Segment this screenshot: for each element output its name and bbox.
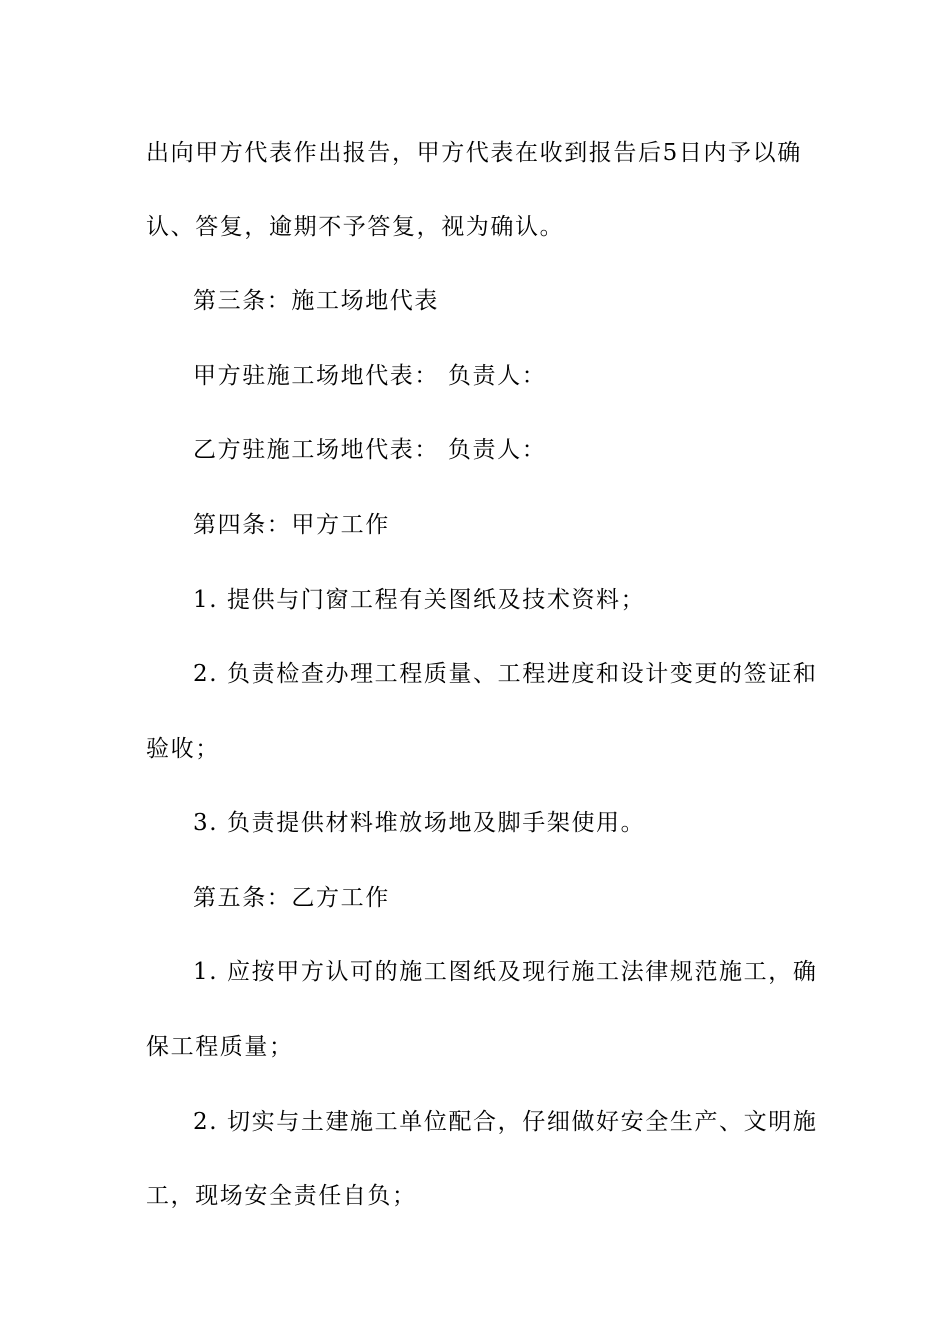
article-5-item-1: 1. 应按甲方认可的施工图纸及现行施工法律规范施工，确: [193, 959, 818, 985]
text-line-1: 出向甲方代表作出报告，甲方代表在收到报告后5日内予以确: [146, 140, 802, 166]
article-5-heading: 第五条：乙方工作: [193, 885, 390, 911]
text-line-2: 认、答复，逾期不予答复，视为确认。: [146, 214, 565, 240]
party-b-site-rep: 乙方驻施工场地代表： 负责人：: [193, 437, 547, 463]
party-a-site-rep: 甲方驻施工场地代表： 负责人：: [193, 363, 547, 389]
article-5-item-1-cont: 保工程质量；: [146, 1034, 294, 1060]
article-5-item-2: 2. 切实与土建施工单位配合，仔细做好安全生产、文明施: [193, 1109, 818, 1135]
article-4-item-2: 2. 负责检查办理工程质量、工程进度和设计变更的签证和: [193, 661, 818, 687]
article-4-heading: 第四条：甲方工作: [193, 512, 390, 538]
article-4-item-2-cont: 验收；: [146, 736, 220, 762]
article-4-item-1: 1. 提供与门窗工程有关图纸及技术资料；: [193, 587, 646, 613]
article-5-item-2-cont: 工，现场安全责任自负；: [146, 1183, 417, 1209]
article-3-heading: 第三条：施工场地代表: [193, 288, 439, 314]
article-4-item-3: 3. 负责提供材料堆放场地及脚手架使用。: [193, 810, 646, 836]
